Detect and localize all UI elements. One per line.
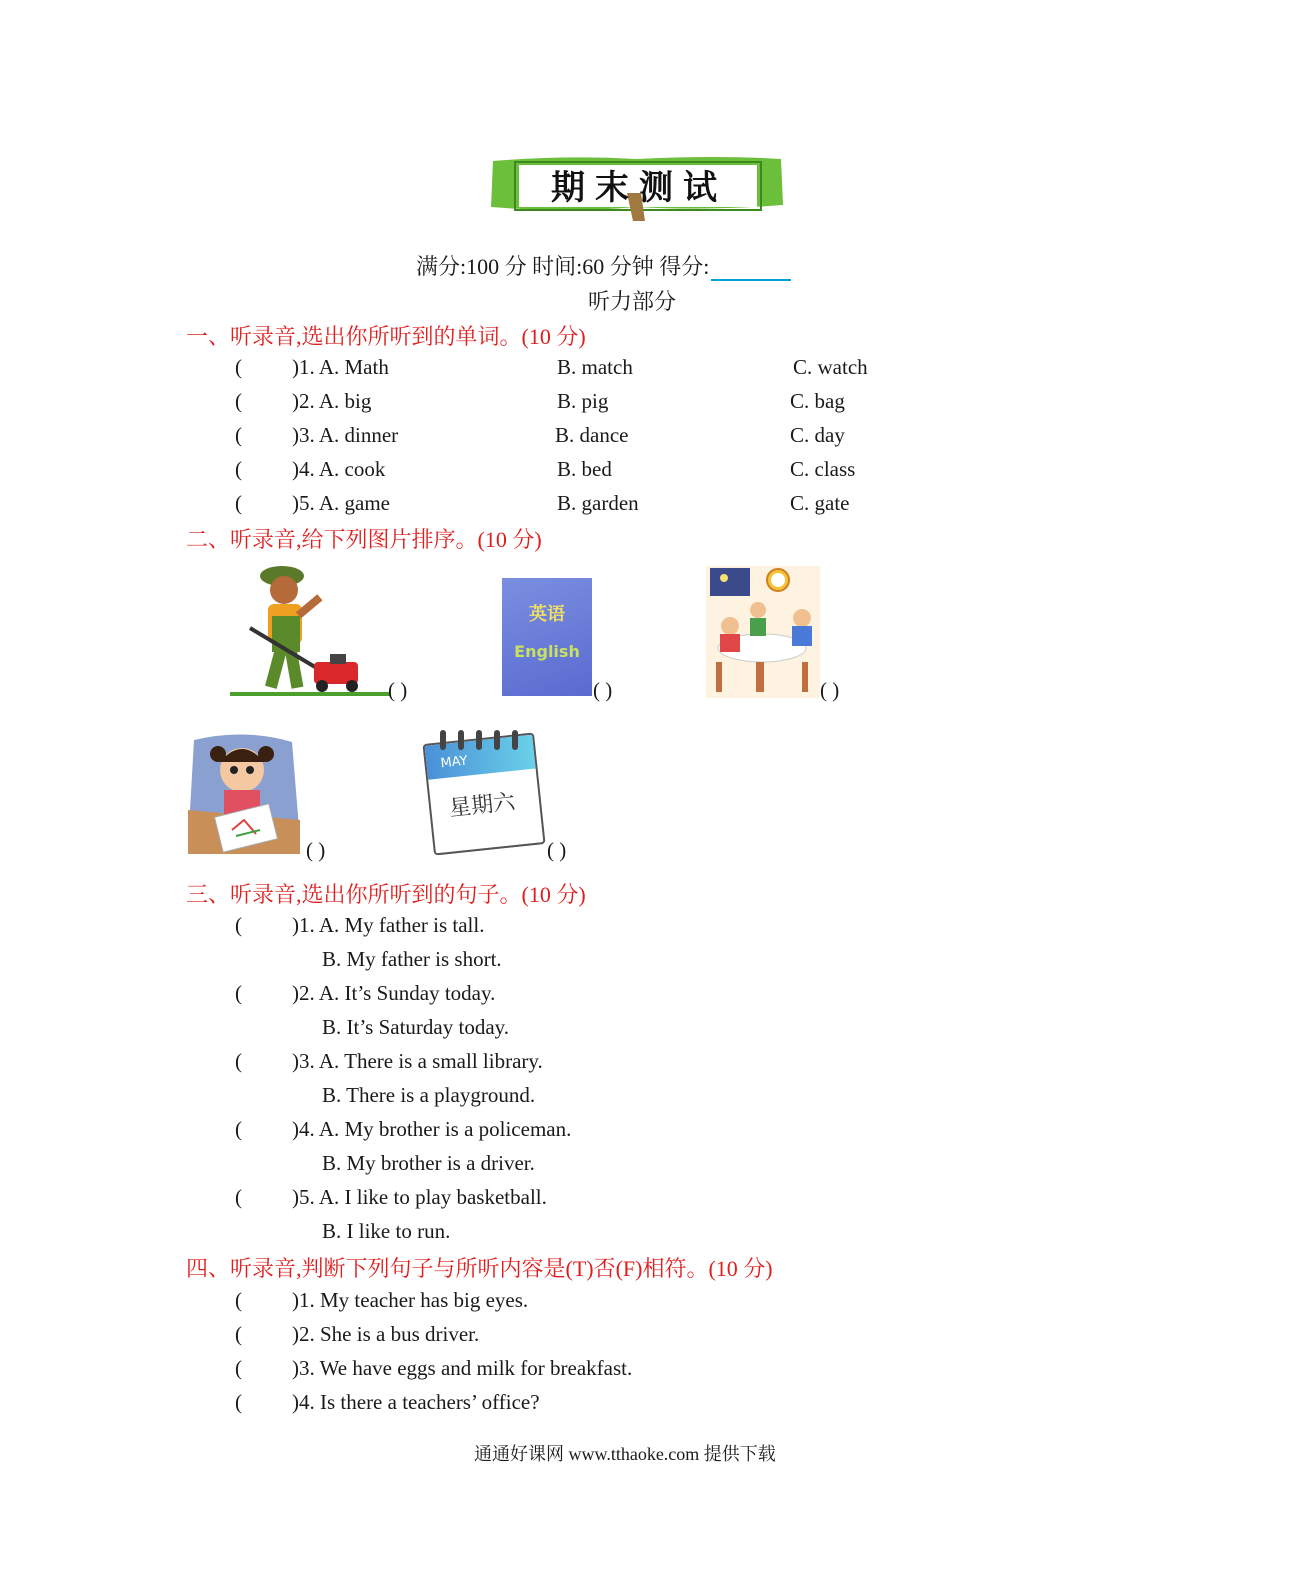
footer-source: 通通好课网 www.tthaoke.com 提供下载 xyxy=(474,1444,776,1464)
question-1-option-c: C. watch xyxy=(793,355,868,379)
book-title-english: English xyxy=(514,642,580,661)
section-1-heading: 一、听录音,选出你所听到的单词。(10 分) xyxy=(186,324,586,349)
statement-2: )2. She is a bus driver. xyxy=(292,1322,480,1346)
question-3-option-a: )3. A. dinner xyxy=(292,423,399,447)
sentence-1-option-a: )1. A. My father is tall. xyxy=(292,913,485,937)
answer-paren[interactable]: ( xyxy=(235,491,242,515)
question-4-option-a: )4. A. cook xyxy=(292,457,386,481)
answer-paren[interactable]: ( xyxy=(235,1185,242,1209)
english-book-icon xyxy=(502,578,592,696)
sentence-2-option-b: B. It’s Saturday today. xyxy=(322,1015,510,1039)
calendar-rings-icon xyxy=(434,728,534,752)
section-4-heading: 四、听录音,判断下列句子与所听内容是(T)否(F)相符。(10 分) xyxy=(186,1256,773,1281)
question-2-option-b: B. pig xyxy=(557,389,609,413)
part-title: 听力部分 xyxy=(588,289,677,314)
score-blank[interactable] xyxy=(711,257,791,281)
sentence-5-option-b: B. I like to run. xyxy=(322,1219,451,1243)
statement-3: )3. We have eggs and milk for breakfast. xyxy=(292,1356,633,1380)
question-4-option-b: B. bed xyxy=(557,457,612,481)
question-5-option-a: )5. A. game xyxy=(292,491,390,515)
book-title-chinese: 英语 xyxy=(529,604,565,625)
question-1-option-a: )1. A. Math xyxy=(292,355,389,379)
picture-4-answer[interactable]: ( ) xyxy=(306,838,326,862)
exam-info xyxy=(416,250,876,281)
section-3-heading: 三、听录音,选出你所听到的句子。(10 分) xyxy=(186,882,586,907)
sentence-5-option-a: )5. A. I like to play basketball. xyxy=(292,1185,547,1209)
answer-paren[interactable]: ( xyxy=(235,1322,242,1346)
question-3-option-b: B. dance xyxy=(555,423,629,447)
picture-3-answer[interactable]: ( ) xyxy=(820,678,840,702)
question-3-option-c: C. day xyxy=(790,423,845,447)
answer-paren[interactable]: ( xyxy=(235,1117,242,1141)
statement-1: )1. My teacher has big eyes. xyxy=(292,1288,529,1312)
question-2-option-c: C. bag xyxy=(790,389,845,413)
statement-4: )4. Is there a teachers’ office? xyxy=(292,1390,540,1414)
sentence-4-option-a: )4. A. My brother is a policeman. xyxy=(292,1117,572,1141)
answer-paren[interactable]: ( xyxy=(235,1356,242,1380)
picture-2-answer[interactable]: ( ) xyxy=(593,678,613,702)
question-1-option-b: B. match xyxy=(557,355,633,379)
answer-paren[interactable]: ( xyxy=(235,1049,242,1073)
sentence-1-option-b: B. My father is short. xyxy=(322,947,502,971)
picture-5-answer[interactable]: ( ) xyxy=(547,838,567,862)
calendar-day: 星期六 xyxy=(448,789,517,822)
picture-1-answer[interactable]: ( ) xyxy=(388,678,408,702)
sentence-4-option-b: B. My brother is a driver. xyxy=(322,1151,535,1175)
answer-paren[interactable]: ( xyxy=(235,1288,242,1312)
exam-info-text: 满分:100 分 时间:60 分钟 得分: xyxy=(416,254,710,279)
gardener-mowing-lawn-icon xyxy=(230,558,390,700)
page-title: 期末测试 xyxy=(551,168,727,208)
family-dinner-icon xyxy=(706,566,820,698)
sentence-3-option-b: B. There is a playground. xyxy=(322,1083,536,1107)
calendar-month: MAY xyxy=(439,753,469,772)
question-5-option-c: C. gate xyxy=(790,491,850,515)
answer-paren[interactable]: ( xyxy=(235,1390,242,1414)
answer-paren[interactable]: ( xyxy=(235,913,242,937)
section-2-heading: 二、听录音,给下列图片排序。(10 分) xyxy=(186,527,542,552)
answer-paren[interactable]: ( xyxy=(235,355,242,379)
answer-paren[interactable]: ( xyxy=(235,423,242,447)
girl-drawing-icon xyxy=(184,730,302,856)
question-5-option-b: B. garden xyxy=(557,491,639,515)
sentence-2-option-a: )2. A. It’s Sunday today. xyxy=(292,981,496,1005)
answer-paren[interactable]: ( xyxy=(235,457,242,481)
calendar-saturday-icon xyxy=(424,728,546,856)
answer-paren[interactable]: ( xyxy=(235,389,242,413)
question-2-option-a: )2. A. big xyxy=(292,389,372,413)
question-4-option-c: C. class xyxy=(790,457,856,481)
sentence-3-option-a: )3. A. There is a small library. xyxy=(292,1049,543,1073)
answer-paren[interactable]: ( xyxy=(235,981,242,1005)
